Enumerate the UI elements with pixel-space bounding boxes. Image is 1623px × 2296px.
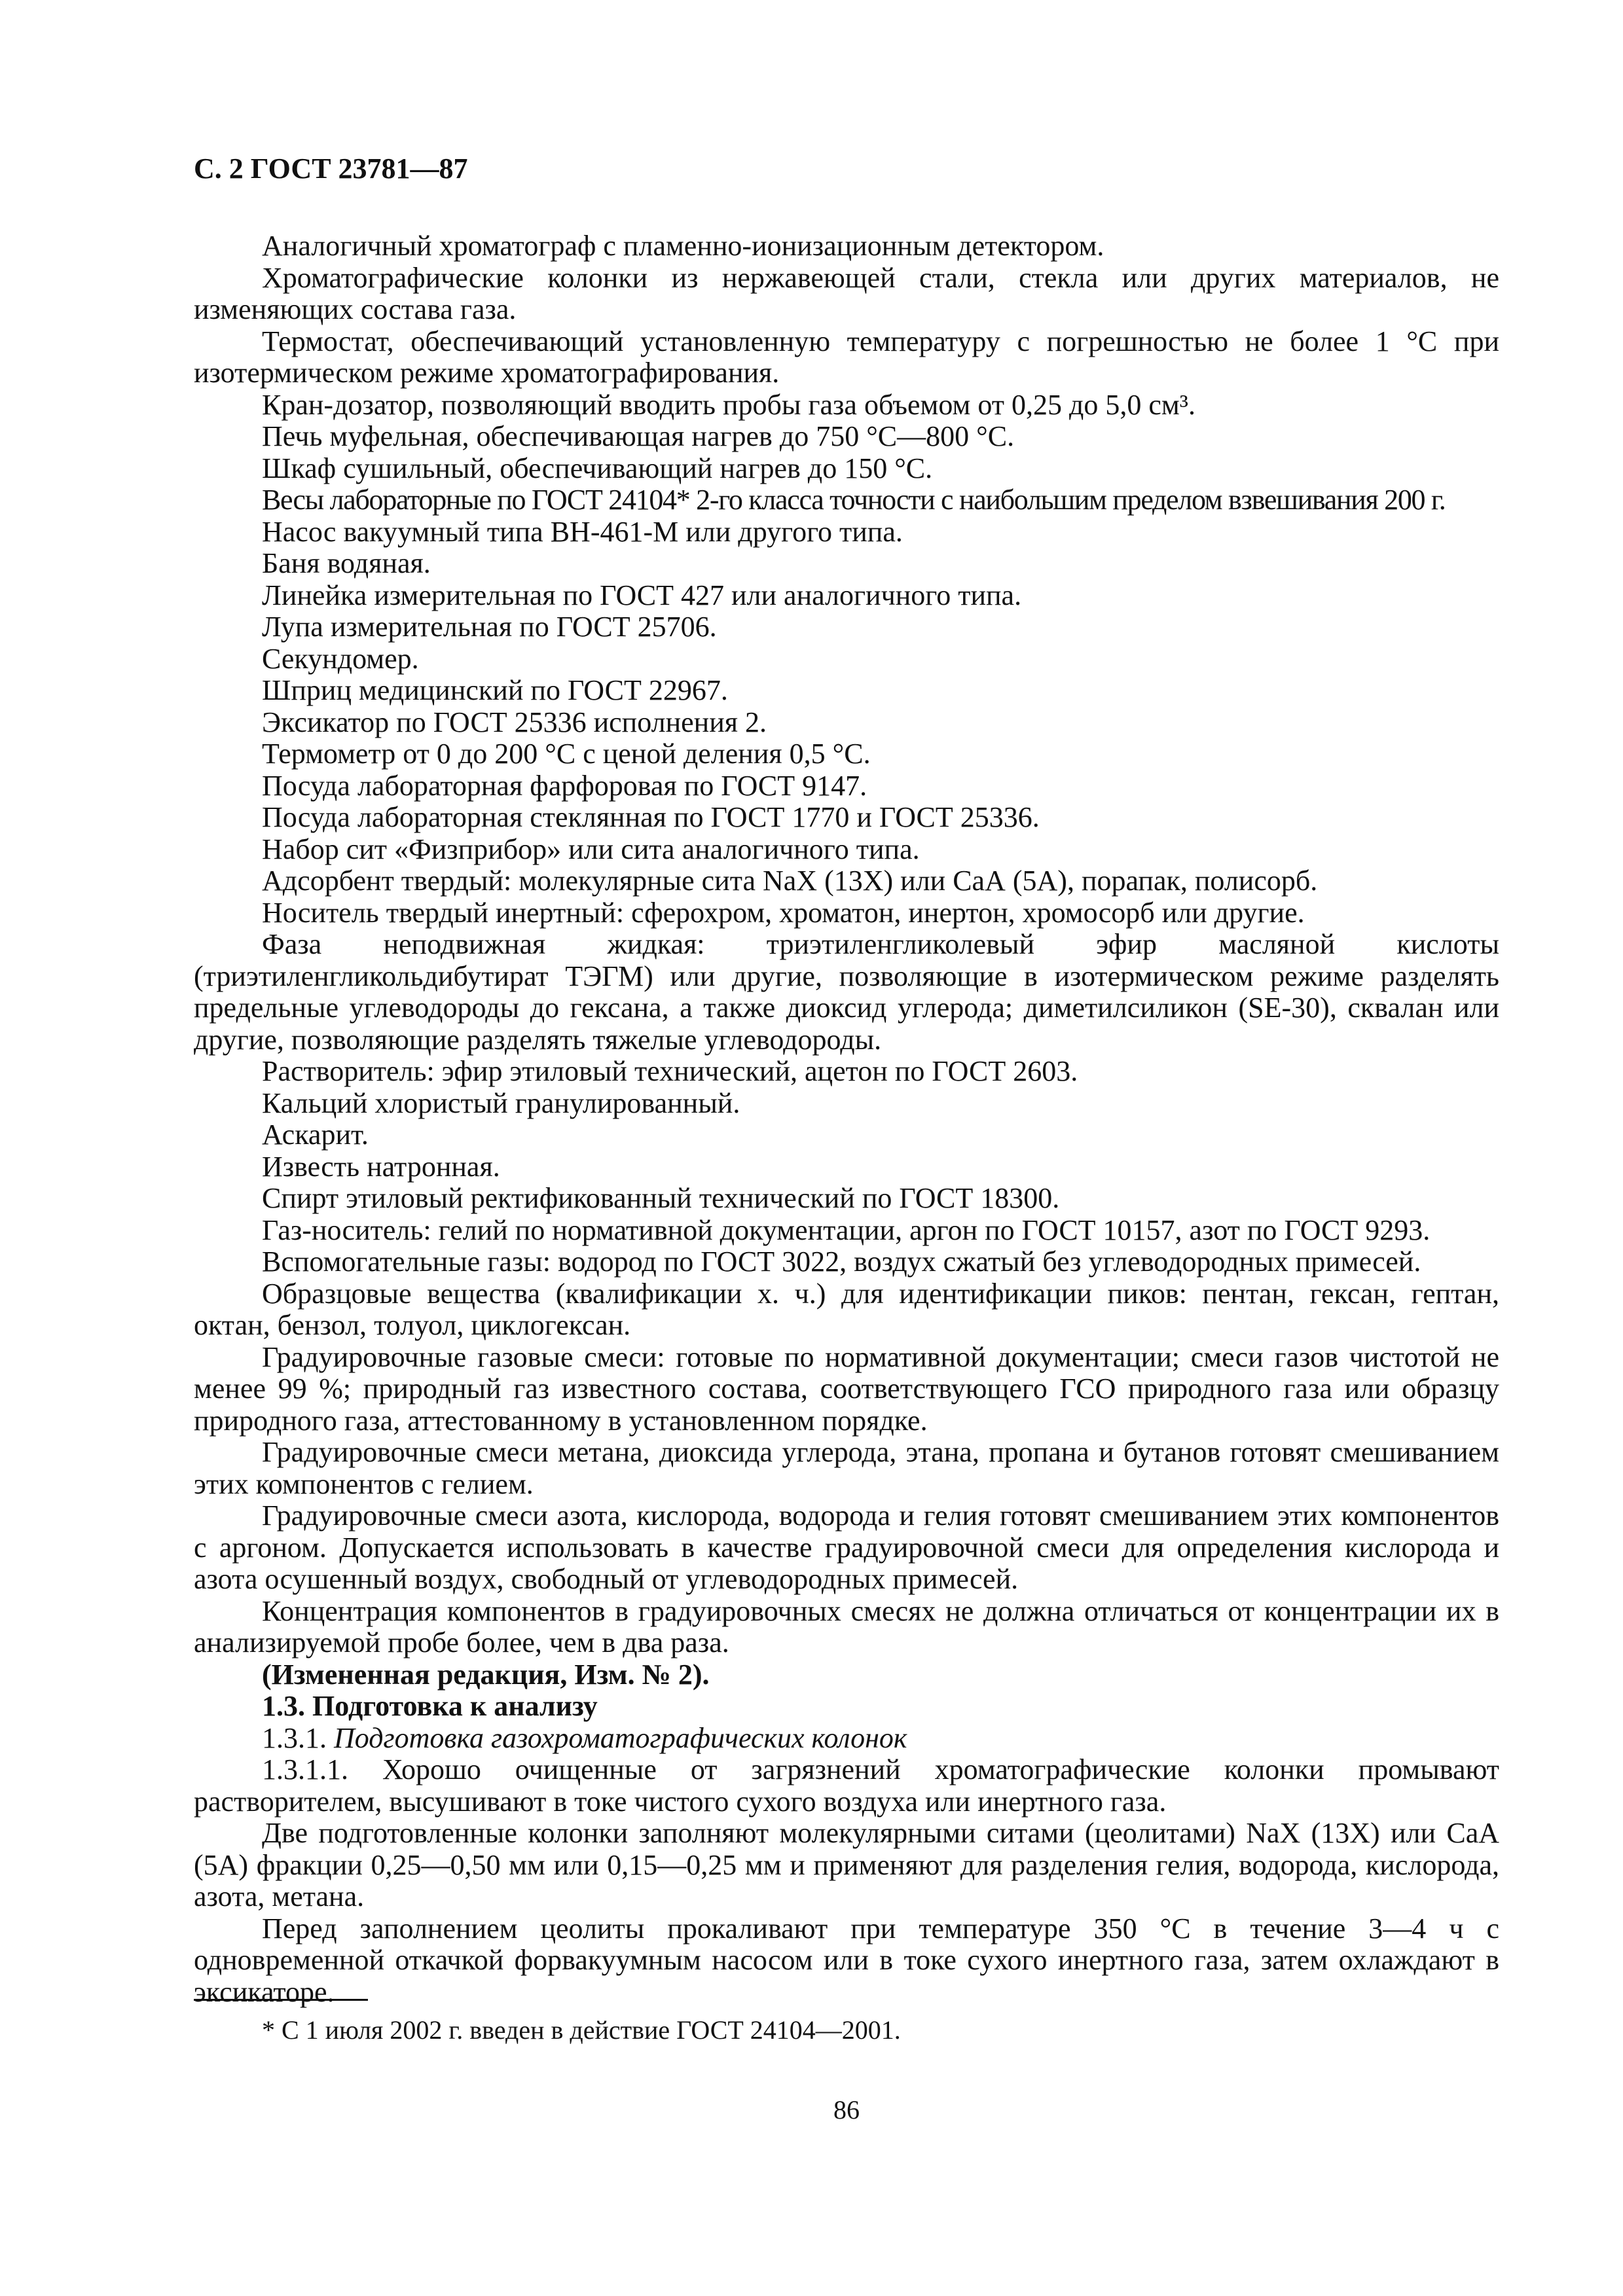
subsection-number: 1.3.1.: [262, 1721, 327, 1754]
paragraph: Градуировочные газовые смеси: готовые по нормативной документации; смеси газов чистотой не менее 99 %; природный газ известного состава, соответствующего ГСО природного газа или образцу природного газа, аттестованному в установленном порядке.: [194, 1340, 1499, 1437]
paragraph: Термометр от 0 до 200 °С с ценой деления 0,5 °С.: [262, 738, 871, 770]
paragraph: Носитель твердый инертный: сферохром, хроматон, инертон, хромосорб или другие.: [262, 896, 1305, 929]
paragraph: Аскарит.: [262, 1119, 369, 1151]
paragraph: Адсорбент твердый: молекулярные сита NaX (13Х) или СаА (5А), порапак, полисорб.: [262, 865, 1318, 897]
paragraph: Шприц медицинский по ГОСТ 22967.: [262, 674, 728, 706]
paragraph: Кальций хлористый гранулированный.: [262, 1086, 740, 1119]
paragraph: Растворитель: эфир этиловый технический, ацетон по ГОСТ 2603.: [262, 1055, 1078, 1087]
paragraph: Хроматографические колонки из нержавеющей стали, стекла или других материалов, не изменяющих состава газа.: [194, 261, 1499, 325]
paragraph: Посуда лабораторная фарфоровая по ГОСТ 9147.: [262, 769, 867, 802]
section-heading: 1.3. Подготовка к анализу: [262, 1690, 598, 1722]
paragraph: Известь натронная.: [262, 1150, 500, 1183]
paragraph: Эксикатор по ГОСТ 25336 исполнения 2.: [262, 706, 767, 738]
paragraph: Образцовые вещества (квалификации х. ч.) для идентификации пиков: пентан, гексан, гептан, октан, бензол, толуол, циклогексан.: [194, 1277, 1499, 1341]
paragraph: Вспомогательные газы: водород по ГОСТ 3022, воздух сжатый без углеводородных примесей.: [262, 1246, 1421, 1278]
paragraph: Насос вакуумный типа ВН-461-М или другого типа.: [262, 515, 903, 548]
paragraph: Градуировочные смеси метана, диоксида углерода, этана, пропана и бутанов готовят смешиванием этих компонентов с гелием.: [194, 1436, 1499, 1500]
paragraph: Шкаф сушильный, обеспечивающий нагрев до 150 °С.: [262, 452, 933, 484]
paragraph: Спирт этиловый ректификованный технический по ГОСТ 18300.: [262, 1182, 1060, 1214]
subsection-title: Подготовка газохроматографических колонок: [334, 1721, 907, 1754]
paragraph: Кран-дозатор, позволяющий вводить пробы газа объемом от 0,25 до 5,0 см³.: [262, 388, 1195, 421]
paragraph: Весы лабораторные по ГОСТ 24104* 2-го класса точности с наибольшим пределом взвешивания 200 г.: [262, 484, 1446, 516]
paragraph: Фаза неподвижная жидкая: триэтиленгликолевый эфир масляной кислоты (триэтиленгликольдибутират ТЭГМ) или другие, позволяющие в изотермическом режиме разделять предельные углеводороды до гексана, а также диоксид углерода; диметилсиликон (SE-30), сквалан или другие, позволяющие разделять тяжелые углеводороды.: [194, 928, 1499, 1056]
paragraph: Градуировочные смеси азота, кислорода, водорода и гелия готовят смешиванием этих компонентов с аргоном. Допускается использовать в качестве градуировочной смеси для определения кислорода и азота осушенный воздух, свободный от углеводородных примесей.: [194, 1499, 1499, 1595]
paragraph: Аналогичный хроматограф с пламенно-ионизационным детектором.: [262, 230, 1104, 262]
paragraph: Набор сит «Физприбор» или сита аналогичного типа.: [262, 833, 920, 865]
paragraph: Баня водяная.: [262, 547, 431, 579]
subsection-heading: [194, 1723, 1499, 1755]
footnote-divider: [194, 1999, 368, 2001]
paragraph: Две подготовленные колонки заполняют молекулярными ситами (цеолитами) NaX (13Х) или СаА (5А) фракции 0,25—0,50 мм или 0,15—0,25 мм и применяют для разделения гелия, водорода, кислорода, азота, метана.: [194, 1817, 1499, 1912]
paragraph: Концентрация компонентов в градуировочных смесях не должна отличаться от концентрации их в анализируемой пробе более, чем в два раза.: [194, 1594, 1499, 1659]
paragraph: Перед заполнением цеолиты прокаливают при температуре 350 °С в течение 3—4 ч с одновременной откачкой форвакуумным насосом или в токе сухого инертного газа, затем охлаждают в эксикаторе.: [194, 1912, 1499, 2008]
paragraph: Лупа измерительная по ГОСТ 25706.: [262, 611, 717, 643]
paragraph: Линейка измерительная по ГОСТ 427 или аналогичного типа.: [262, 579, 1022, 611]
running-header: С. 2 ГОСТ 23781—87: [194, 152, 468, 185]
amendment-note: (Измененная редакция, Изм. № 2).: [262, 1658, 710, 1691]
paragraph: Печь муфельная, обеспечивающая нагрев до 750 °С—800 °С.: [262, 420, 1015, 452]
footnote: * С 1 июля 2002 г. введен в действие ГОСТ 24104—2001.: [262, 2015, 901, 2045]
paragraph: Секундомер.: [262, 642, 419, 675]
page-number: 86: [833, 2095, 860, 2125]
paragraph: 1.3.1.1. Хорошо очищенные от загрязнений хроматографические колонки промывают растворителем, высушивают в токе чистого сухого воздуха или инертного газа.: [194, 1753, 1499, 1818]
paragraph: Термостат, обеспечивающий установленную температуру с погрешностью не более 1 °С при изотермическом режиме хроматографирования.: [194, 325, 1499, 389]
paragraph: Газ-носитель: гелий по нормативной документации, аргон по ГОСТ 10157, азот по ГОСТ 9293.: [262, 1213, 1431, 1246]
paragraph: Посуда лабораторная стеклянная по ГОСТ 1770 и ГОСТ 25336.: [262, 801, 1040, 833]
main-text: [194, 230, 1499, 2008]
